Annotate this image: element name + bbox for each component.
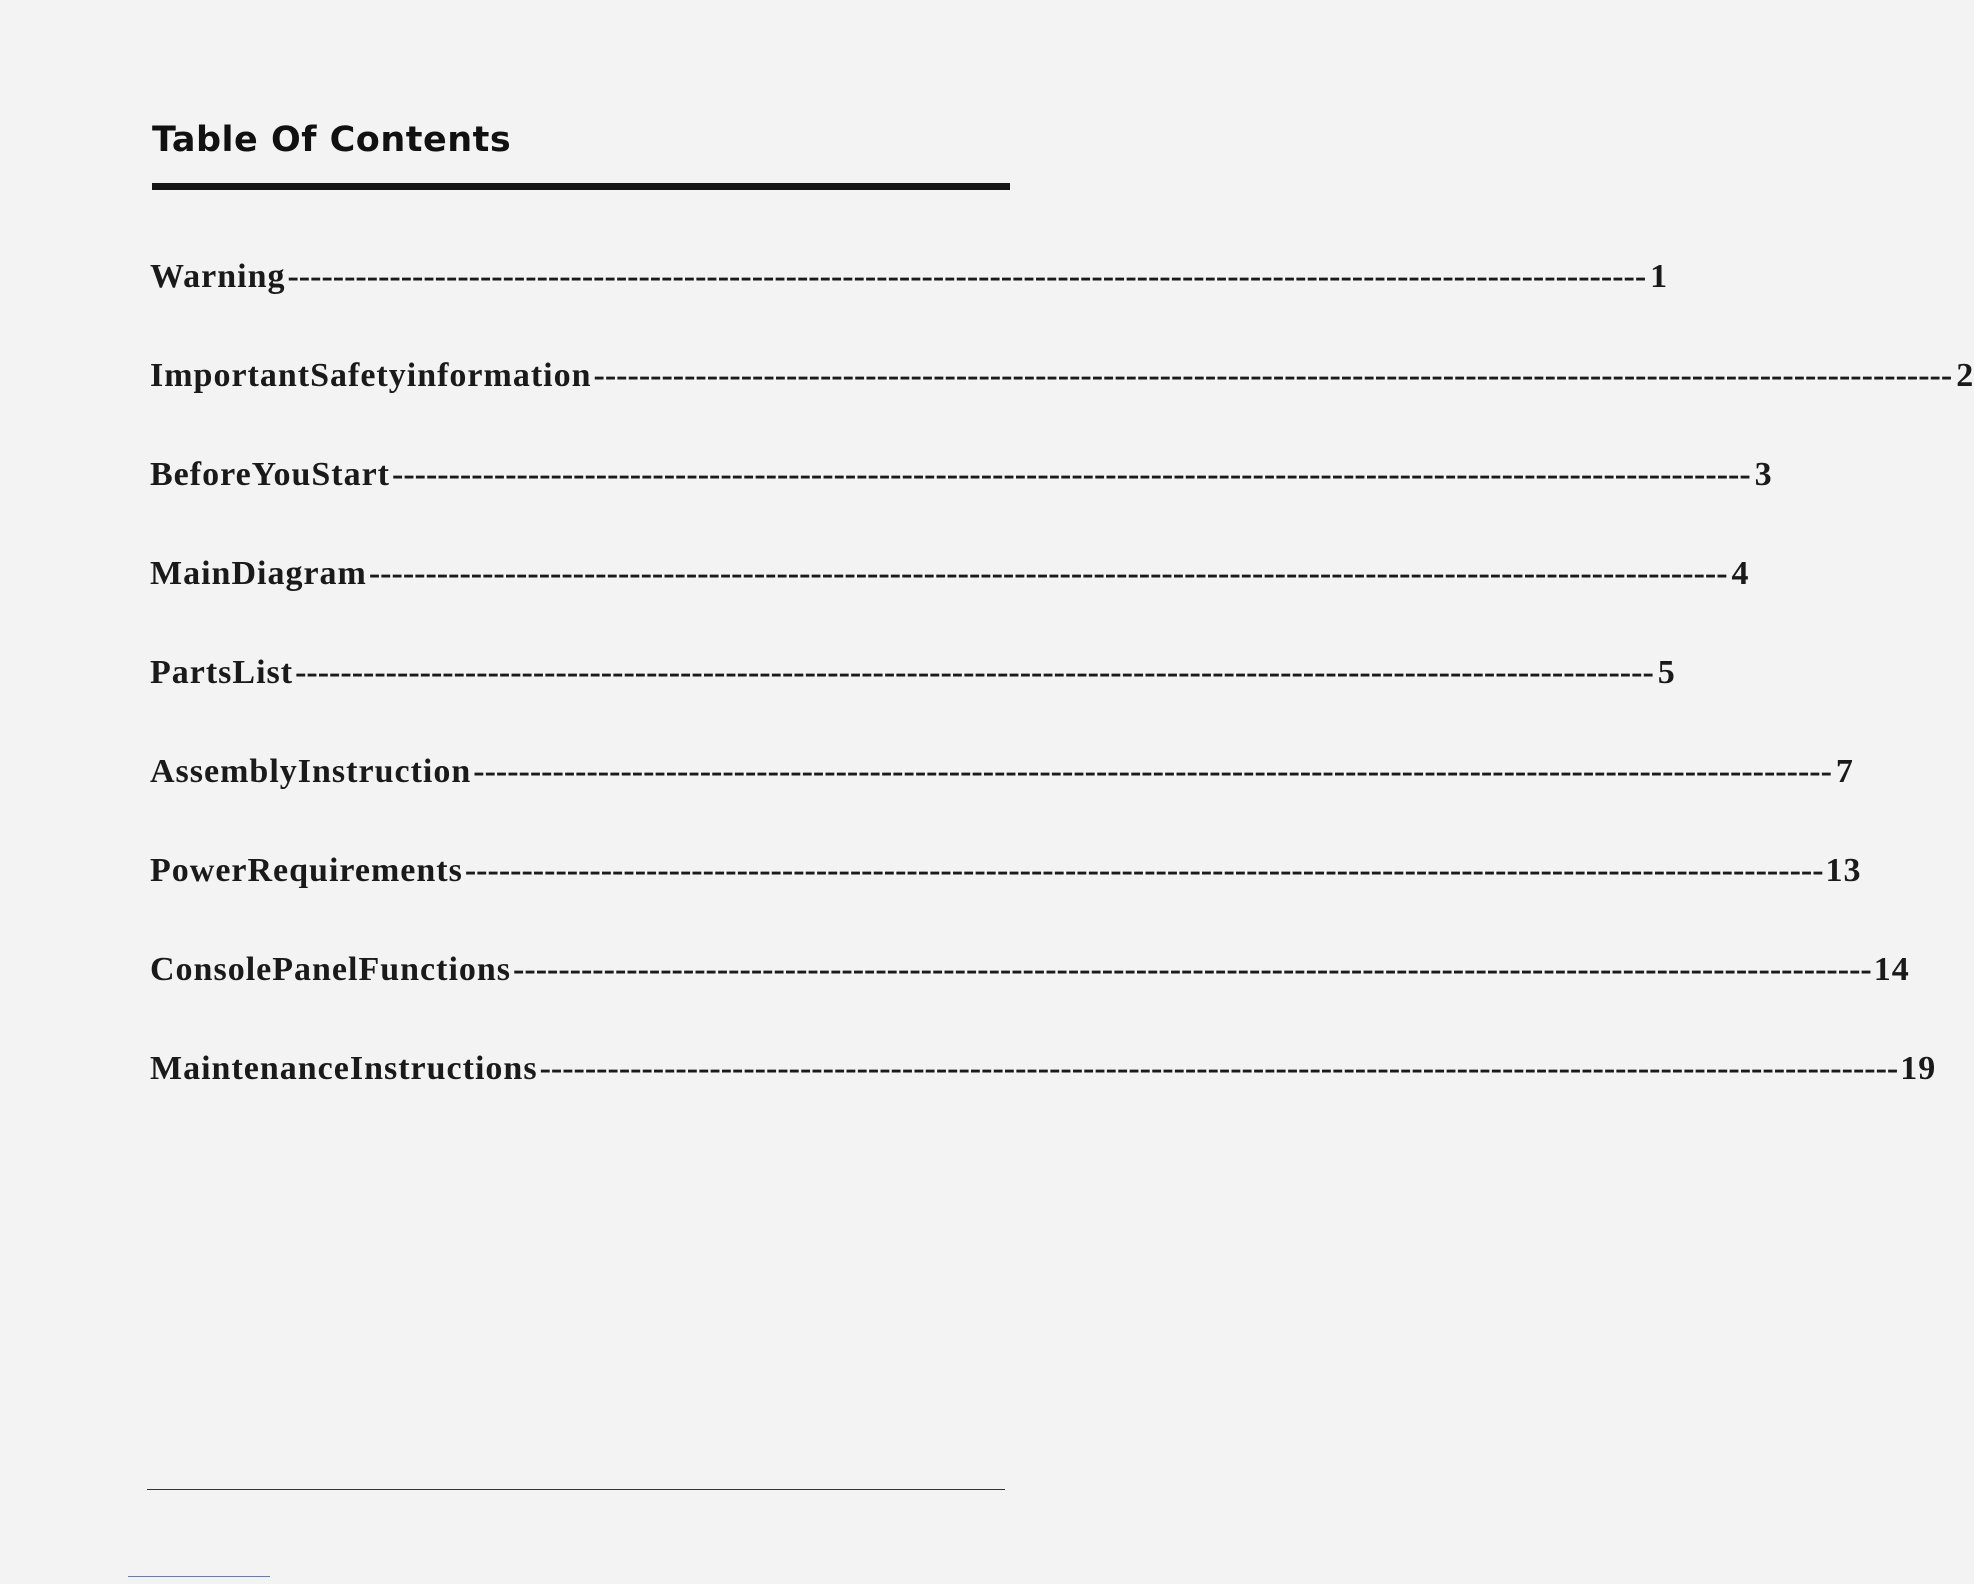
toc-entry-label: Warning [150,258,286,295]
toc-entry-page: 13 [1825,852,1862,889]
toc-entry-page: 14 [1873,951,1910,988]
dash-leader: ------------------------------------------------------------------------------------------------------------------------ [593,357,1953,394]
toc-entry-page: 3 [1754,456,1773,493]
toc-entry-warning [150,258,1669,357]
toc-entry-label: MainDiagram [150,555,367,592]
toc-entry-maintenance-instructions [150,1050,1937,1149]
dash-leader: ------------------------------------------------------------------------------------------------------------------------ [287,258,1647,295]
toc-entry-page: 7 [1835,753,1854,790]
dash-leader: ------------------------------------------------------------------------------------------------------------------------ [473,753,1832,790]
toc-entry-label: ConsolePanelFunctions [150,951,512,988]
dash-leader: ------------------------------------------------------------------------------------------------------------------------ [513,951,1872,988]
toc-entry-page: 5 [1657,654,1676,691]
page-title: Table Of Contents [152,120,512,160]
title-underline [152,183,1010,190]
toc-entry-important-safety-information [150,357,1974,456]
toc-entry-page: 1 [1650,258,1669,295]
toc-entry-label: PartsList [150,654,294,691]
toc-entry-page: 2 [1956,357,1974,394]
dash-leader: ------------------------------------------------------------------------------------------------------------------------ [368,555,1728,592]
dash-leader: ------------------------------------------------------------------------------------------------------------------------ [295,654,1654,691]
toc-entry-page: 19 [1900,1050,1937,1087]
toc-entry-console-panel-functions [150,951,1910,1050]
dash-leader: ------------------------------------------------------------------------------------------------------------------------ [392,456,1751,493]
footer-link-underline [128,1576,270,1577]
dash-leader: ------------------------------------------------------------------------------------------------------------------------ [539,1050,1899,1087]
toc-entry-power-requirements [150,852,1862,951]
toc-entry-label: ImportantSafetyinformation [150,357,592,394]
toc-entry-label: MaintenanceInstructions [150,1050,538,1087]
toc-entry-assembly-instruction [150,753,1854,852]
footer-divider [147,1489,1005,1490]
dash-leader: ------------------------------------------------------------------------------------------------------------------------ [464,852,1824,889]
toc-entry-label: AssemblyInstruction [150,753,472,790]
toc-entry-parts-list [150,654,1676,753]
table-of-contents [150,258,1974,1149]
toc-entry-main-diagram [150,555,1750,654]
toc-entry-label: PowerRequirements [150,852,463,889]
toc-entry-before-you-start [150,456,1773,555]
toc-entry-page: 4 [1731,555,1750,592]
toc-entry-label: BeforeYouStart [150,456,390,493]
